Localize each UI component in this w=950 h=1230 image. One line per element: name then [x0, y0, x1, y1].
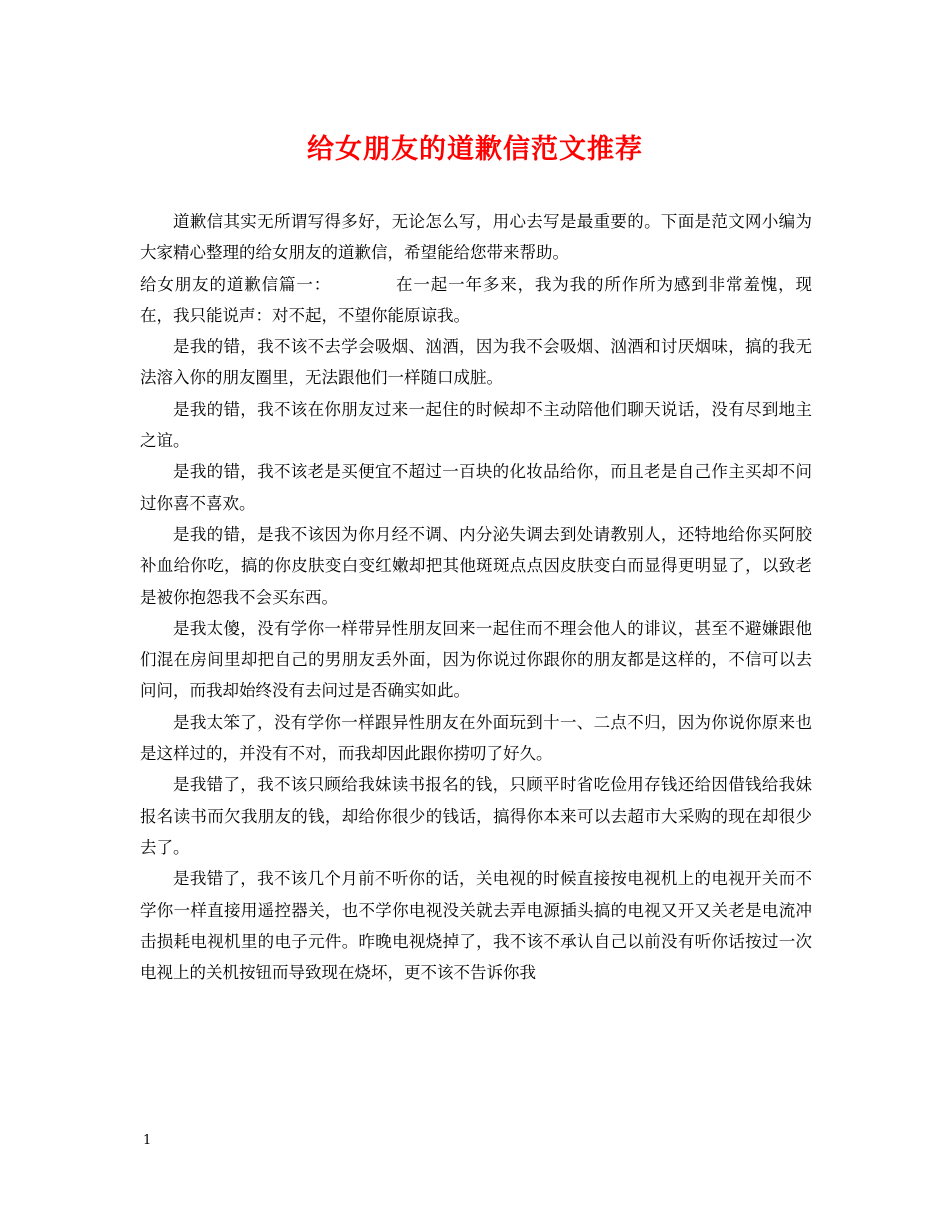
paragraph-late-nights: 是我太笨了，没有学你一样跟异性朋友在外面玩到十一、二点不归，因为你说你原来也是这样过的，并没有不对，而我却因此跟你捞叨了好久。 [140, 712, 812, 764]
paragraph-letter-one [140, 269, 812, 332]
paragraph-friends-stay: 是我的错，我不该在你朋友过来一起住的时候却不主动陪他们聊天说话，没有尽到地主之谊。 [140, 399, 812, 451]
paragraph-money: 是我错了，我不该只顾给我妹读书报名的钱，只顾平时省吃俭用存钱还给因借钱给我妹报名读书而欠我朋友的钱，却给你很少的钱话，搞得你本来可以去超市大采购的现在却很少去了。 [140, 775, 812, 857]
paragraph-television: 是我错了，我不该几个月前不听你的话，关电视的时候直接按电视机上的电视开关而不学你一样直接用遥控器关，也不学你电视没关就去弄电源插头搞的电视又开又关老是电流冲击损耗电视机里的电子元件。昨晚电视烧掉了，我不该不承认自己以前没有听你话按过一次电视上的关机按钮而导致现在烧坏，更不该不告诉你我 [140, 869, 812, 983]
paragraph-opposite-sex-friends: 是我太傻，没有学你一样带异性朋友回来一起住而不理会他人的诽议，甚至不避嫌跟他们混在房间里却把自己的男朋友丢外面，因为你说过你跟你的朋友都是这样的，不信可以去问问，而我却始终没有去问过是否确实如此。 [140, 618, 812, 701]
letter-one-text: 在一起一年多来，我为我的所作所为感到非常羞愧，现在，我只能说声：对不起，不望你能原谅我。 [140, 274, 813, 325]
paragraph-health: 是我的错，是我不该因为你月经不调、内分泌失调去到处请教别人，还特地给你买阿胶补血给你吃，搞的你皮肤变白变红嫩却把其他斑斑点点因皮肤变白而显得更明显了，以致老是被你抱怨我不会买东西。 [140, 524, 812, 607]
paragraph-smoking: 是我的错，我不该不去学会吸烟、汹酒，因为我不会吸烟、汹酒和讨厌烟味，搞的我无法溶入你的朋友圈里，无法跟他们一样随口成脏。 [140, 337, 812, 388]
letter-one-label: 给女朋友的道歉信篇一： [140, 274, 332, 294]
document-body [140, 206, 812, 988]
paragraph-intro: 道歉信其实无所谓写得多好，无论怎么写，用心去写是最重要的。下面是范文网小编为大家精心整理的给女朋友的道歉信，希望能给您带来帮助。 [140, 212, 812, 263]
page-number: 1 [143, 1133, 152, 1148]
paragraph-cosmetics: 是我的错，我不该老是买便宜不超过一百块的化妆品给你，而且老是自己作主买却不问过你喜不喜欢。 [140, 462, 812, 513]
document-title: 给女朋友的道歉信范文推荐 [307, 134, 643, 165]
